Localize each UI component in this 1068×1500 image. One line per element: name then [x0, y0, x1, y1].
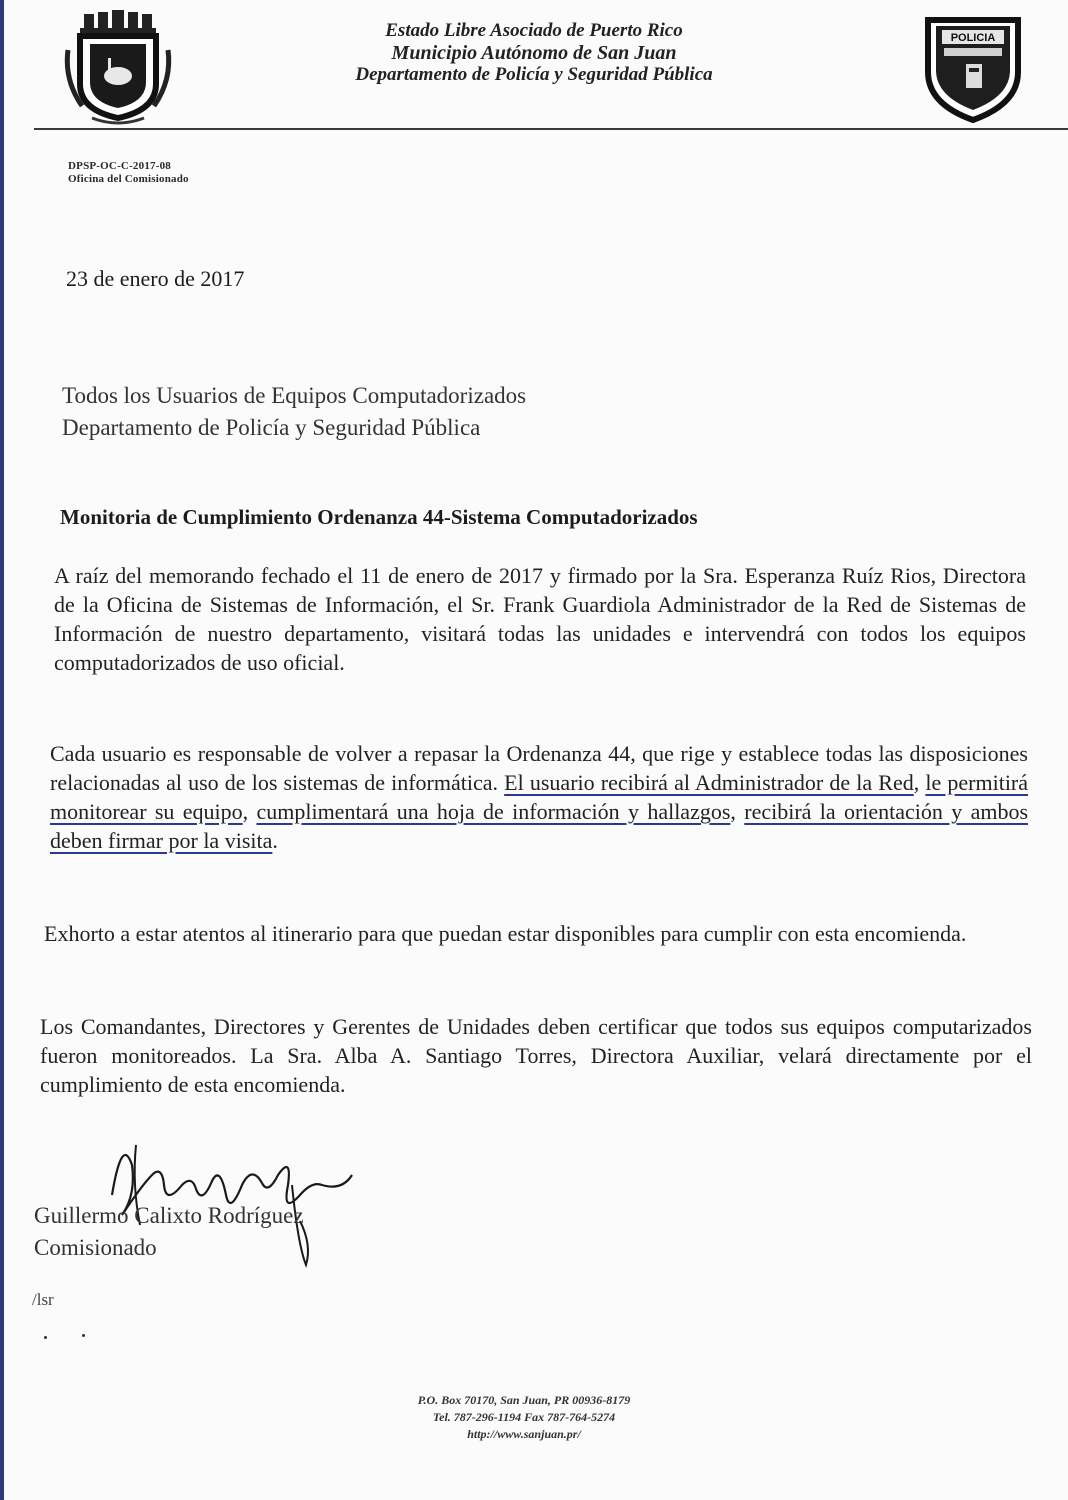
signature-block — [32, 1125, 432, 1275]
recipient-line-2: Departamento de Policía y Seguridad Pública — [62, 415, 481, 440]
letterhead-line-1: Estado Libre Asociado de Puerto Rico — [385, 20, 683, 41]
paragraph-3: Exhorto a estar atentos al itinerario para que puedan estar disponibles para cumplir con esta encomienda. — [44, 921, 967, 946]
underlined-phrase-3: cumplimentará una hoja de información y hallazgos — [256, 799, 731, 824]
signer-title: Comisionado — [34, 1235, 157, 1260]
paragraph-2: Cada usuario es responsable de volver a repasar la Ordenanza 44, que rige y establece todas las disposiciones relacionadas al uso de los sistemas de informática. El usuario recibirá al Administrador de la Red, le permitirá monitorear su equipo, cumplimentará una hoja de información y hallazgos, recibirá la orientación y ambos deben firmar por la visita. — [50, 741, 1029, 853]
recipients — [62, 380, 526, 444]
footer-contact — [304, 1392, 744, 1443]
footer-website: http://www.sanjuan.pr/ — [467, 1427, 581, 1441]
police-shield-label: POLICIA — [950, 32, 996, 44]
footer-address: P.O. Box 70170, San Juan, PR 00936-8179 — [417, 1393, 631, 1407]
underlined-phrase-4: recibirá la orientación y ambos deben firmar por la visita — [50, 799, 1029, 853]
underlined-phrase-2: le permitirá monitorear su equipo — [50, 770, 1029, 824]
police-shield-icon — [920, 14, 1026, 124]
paragraph-4: Los Comandantes, Directores y Gerentes de Unidades deben certificar que todos sus equipos computarizados fueron monitoreados. La Sra. Alba A. Santiago Torres, Directora Auxiliar, velará directamente por el cumplimiento de esta encomienda. — [40, 1014, 1032, 1097]
reference-code: DPSP-OC-C-2017-08 — [68, 160, 171, 172]
letterhead-line-3: Departamento de Policía y Seguridad Pública — [355, 64, 713, 85]
underlined-phrase-1: El usuario recibirá al Administrador de la Red — [504, 770, 914, 795]
letterhead-line-2: Municipio Autónomo de San Juan — [391, 42, 677, 64]
reference-office: Oficina del Comisionado — [68, 173, 189, 185]
typist-initials: /lsr — [32, 1290, 54, 1309]
paragraph-2-intro: Cada usuario es responsable de volver a repasar la Ordenanza 44, que rige y establece todas las disposiciones relacionadas al uso de los sistemas de informática. — [50, 741, 1028, 795]
header-divider — [34, 128, 1068, 130]
paragraph-1: A raíz del memorando fechado el 11 de enero de 2017 y firmado por la Sra. Esperanza Ruíz Rios, Directora de la Oficina de Sistemas de Información, el Sr. Frank Guardiola Administrador de la Red de Sistemas de Información de nuestro departamento, visitará todas las unidades e intervendrá con todos los equipos computadorizados de uso oficial. — [54, 563, 1026, 675]
letter-date: 23 de enero de 2017 — [66, 266, 245, 291]
subject-line: Monitoria de Cumplimiento Ordenanza 44-Sistema Computadorizados — [60, 505, 698, 529]
speck-mark — [44, 1336, 47, 1339]
letterhead — [254, 20, 814, 86]
san-juan-coat-of-arms-icon — [62, 10, 182, 128]
signer-name: Guillermo Calixto Rodríguez — [34, 1203, 304, 1228]
recipient-line-1: Todos los Usuarios de Equipos Computadorizados — [62, 383, 527, 408]
signer — [34, 1200, 304, 1264]
footer-phone: Tel. 787-296-1194 Fax 787-764-5274 — [432, 1410, 616, 1424]
reference-block — [68, 160, 189, 186]
speck-mark — [82, 1334, 85, 1337]
